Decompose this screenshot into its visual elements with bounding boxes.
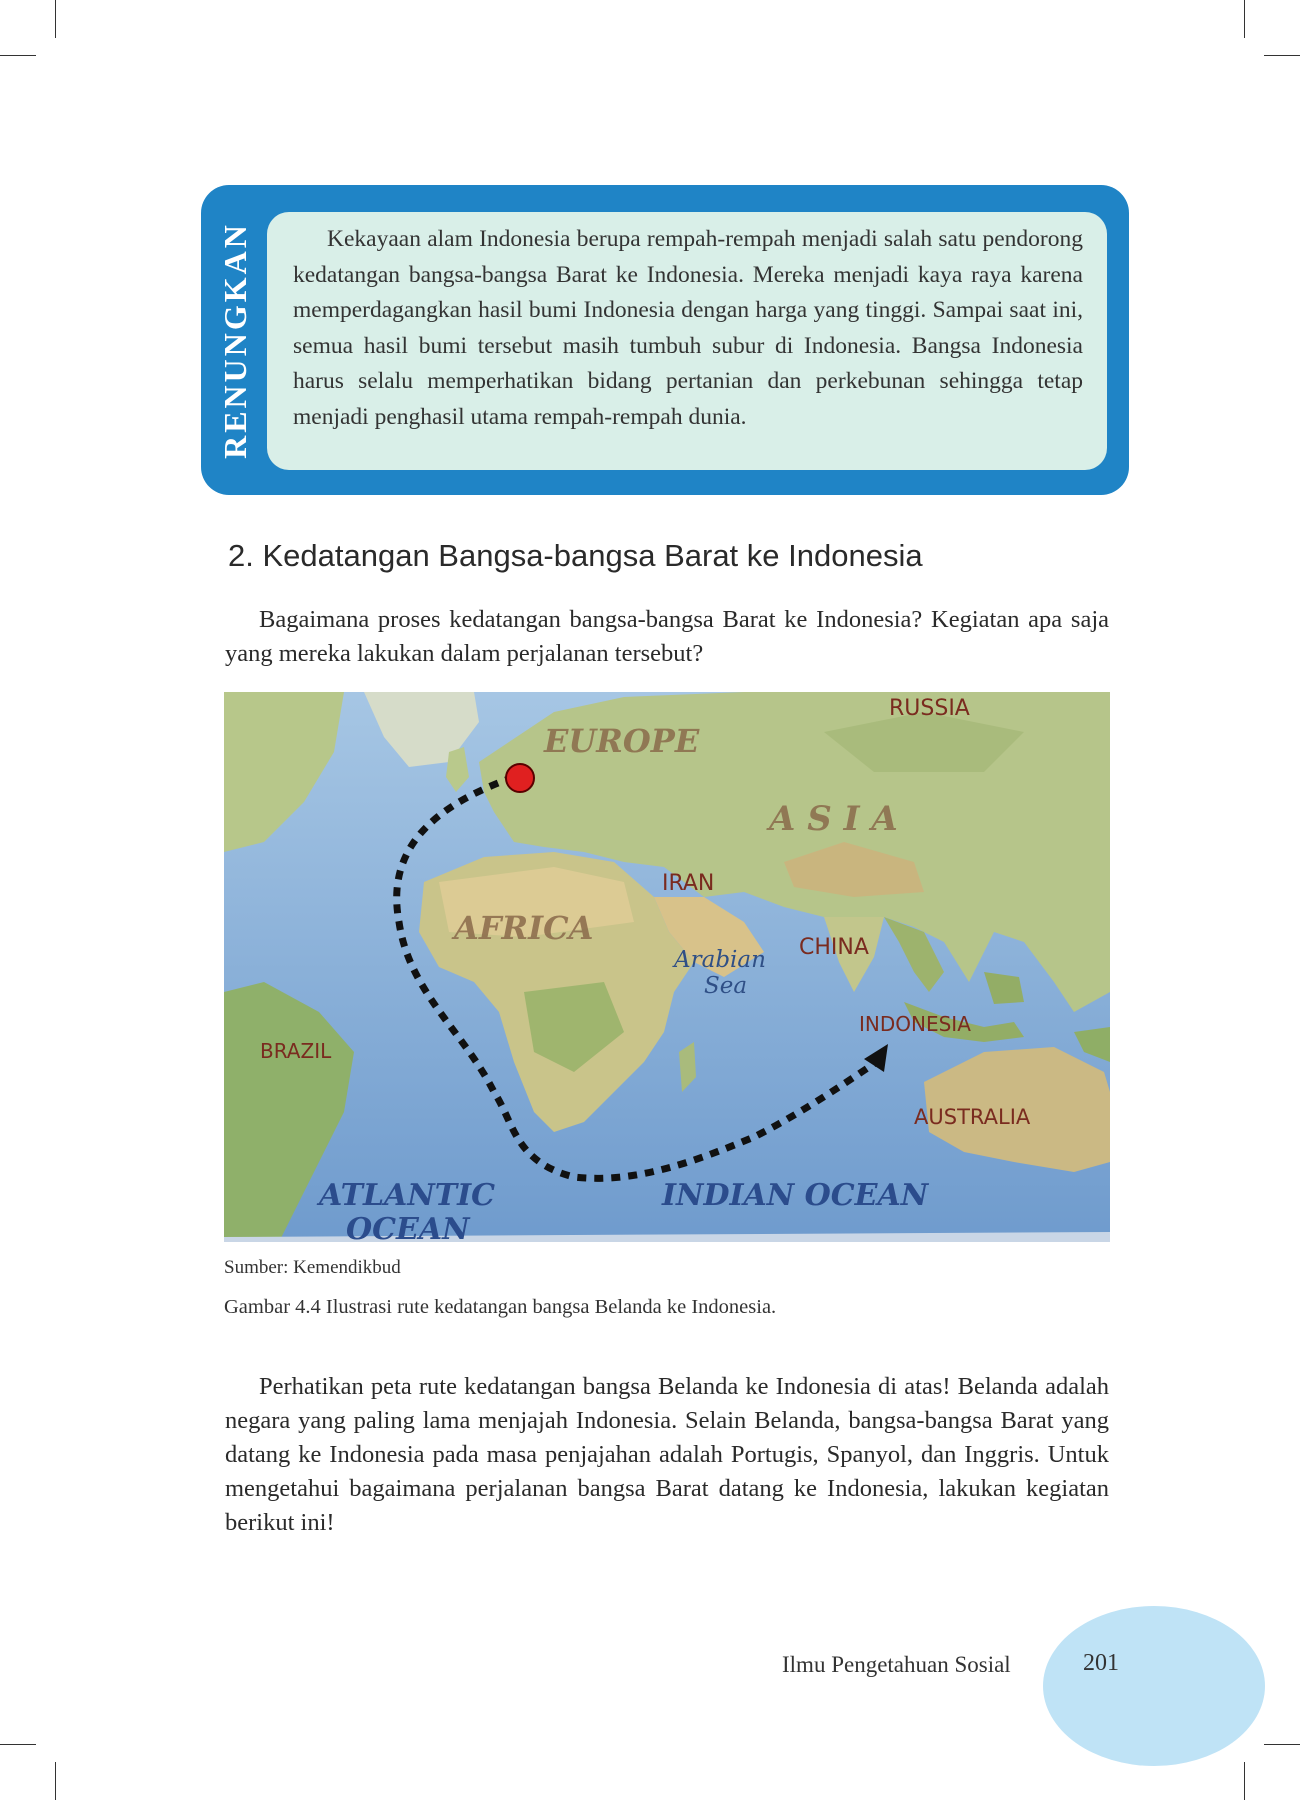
reflection-label: [207, 185, 263, 495]
crop-mark: [55, 1762, 56, 1800]
crop-mark: [1244, 1762, 1245, 1800]
footer-book-title: Ilmu Pengetahuan Sosial: [782, 1652, 1011, 1677]
atlantic-label-line1: ATLANTIC: [319, 1178, 495, 1213]
africa-label: AFRICA: [454, 909, 594, 947]
crop-mark: [1264, 55, 1300, 56]
world-map: [224, 692, 1110, 1242]
atlantic-label-line2: OCEAN: [346, 1212, 470, 1242]
arabian-sea-label-line1: Arabian: [674, 947, 766, 973]
reflection-box: [201, 185, 1129, 495]
iran-label: IRAN: [662, 871, 715, 896]
section-title: 2. Kedatangan Bangsa-bangsa Barat ke Indonesia: [228, 538, 923, 573]
image-source: Sumber: Kemendikbud: [224, 1257, 401, 1278]
indonesia-label: INDONESIA: [859, 1012, 971, 1036]
crop-mark: [0, 55, 36, 56]
route-map: [224, 692, 1110, 1242]
asia-label: A S I A: [769, 799, 898, 839]
brazil-label: BRAZIL: [260, 1039, 332, 1063]
reflection-content: [267, 212, 1107, 470]
crop-mark: [0, 1744, 36, 1745]
body-paragraph: Perhatikan peta rute kedatangan bangsa Belanda ke Indonesia di atas! Belanda adalah negara yang paling lama menjajah Indonesia. Selain Belanda, bangsa-bangsa Barat yang datang ke Indonesia pada masa penjajahan adalah Portugis, Spanyol, dan Inggris. Untuk mengetahui bagaimana perjalanan bangsa Barat datang ke Indonesia, lakukan kegiatan berikut ini!: [225, 1373, 1109, 1536]
china-label: CHINA: [799, 935, 869, 960]
reflection-label-text: RENUNGKAN: [216, 221, 253, 459]
crop-mark: [1264, 1744, 1300, 1745]
europe-label: EUROPE: [544, 722, 700, 760]
origin-marker: [506, 764, 534, 792]
crop-mark: [55, 0, 56, 38]
reflection-text: Kekayaan alam Indonesia berupa rempah-rempah menjadi salah satu pendorong kedatangan bangsa-bangsa Barat ke Indonesia. Mereka menjadi kaya raya karena memperdagangkan hasil bumi Indonesia dengan harga yang tinggi. Sampai saat ini, semua hasil bumi tersebut masih tumbuh subur di Indonesia. Bangsa Indonesia harus selalu memperhatikan bidang pertanian dan perkebunan sehingga tetap menjadi penghasil utama rempah-rempah dunia.: [293, 226, 1083, 430]
russia-label: RUSSIA: [889, 696, 970, 721]
page-number-badge: [1043, 1606, 1265, 1766]
australia-label: AUSTRALIA: [914, 1105, 1031, 1129]
indian-ocean-label: INDIAN OCEAN: [662, 1178, 929, 1213]
intro-paragraph: Bagaimana proses kedatangan bangsa-bangsa Barat ke Indonesia? Kegiatan apa saja yang mereka lakukan dalam perjalanan tersebut?: [225, 606, 1109, 667]
arabian-sea-label-line2: Sea: [704, 973, 748, 999]
crop-mark: [1244, 0, 1245, 38]
page-number: 201: [1083, 1650, 1119, 1676]
figure-caption: Gambar 4.4 Ilustrasi rute kedatangan bangsa Belanda ke Indonesia.: [224, 1296, 777, 1318]
